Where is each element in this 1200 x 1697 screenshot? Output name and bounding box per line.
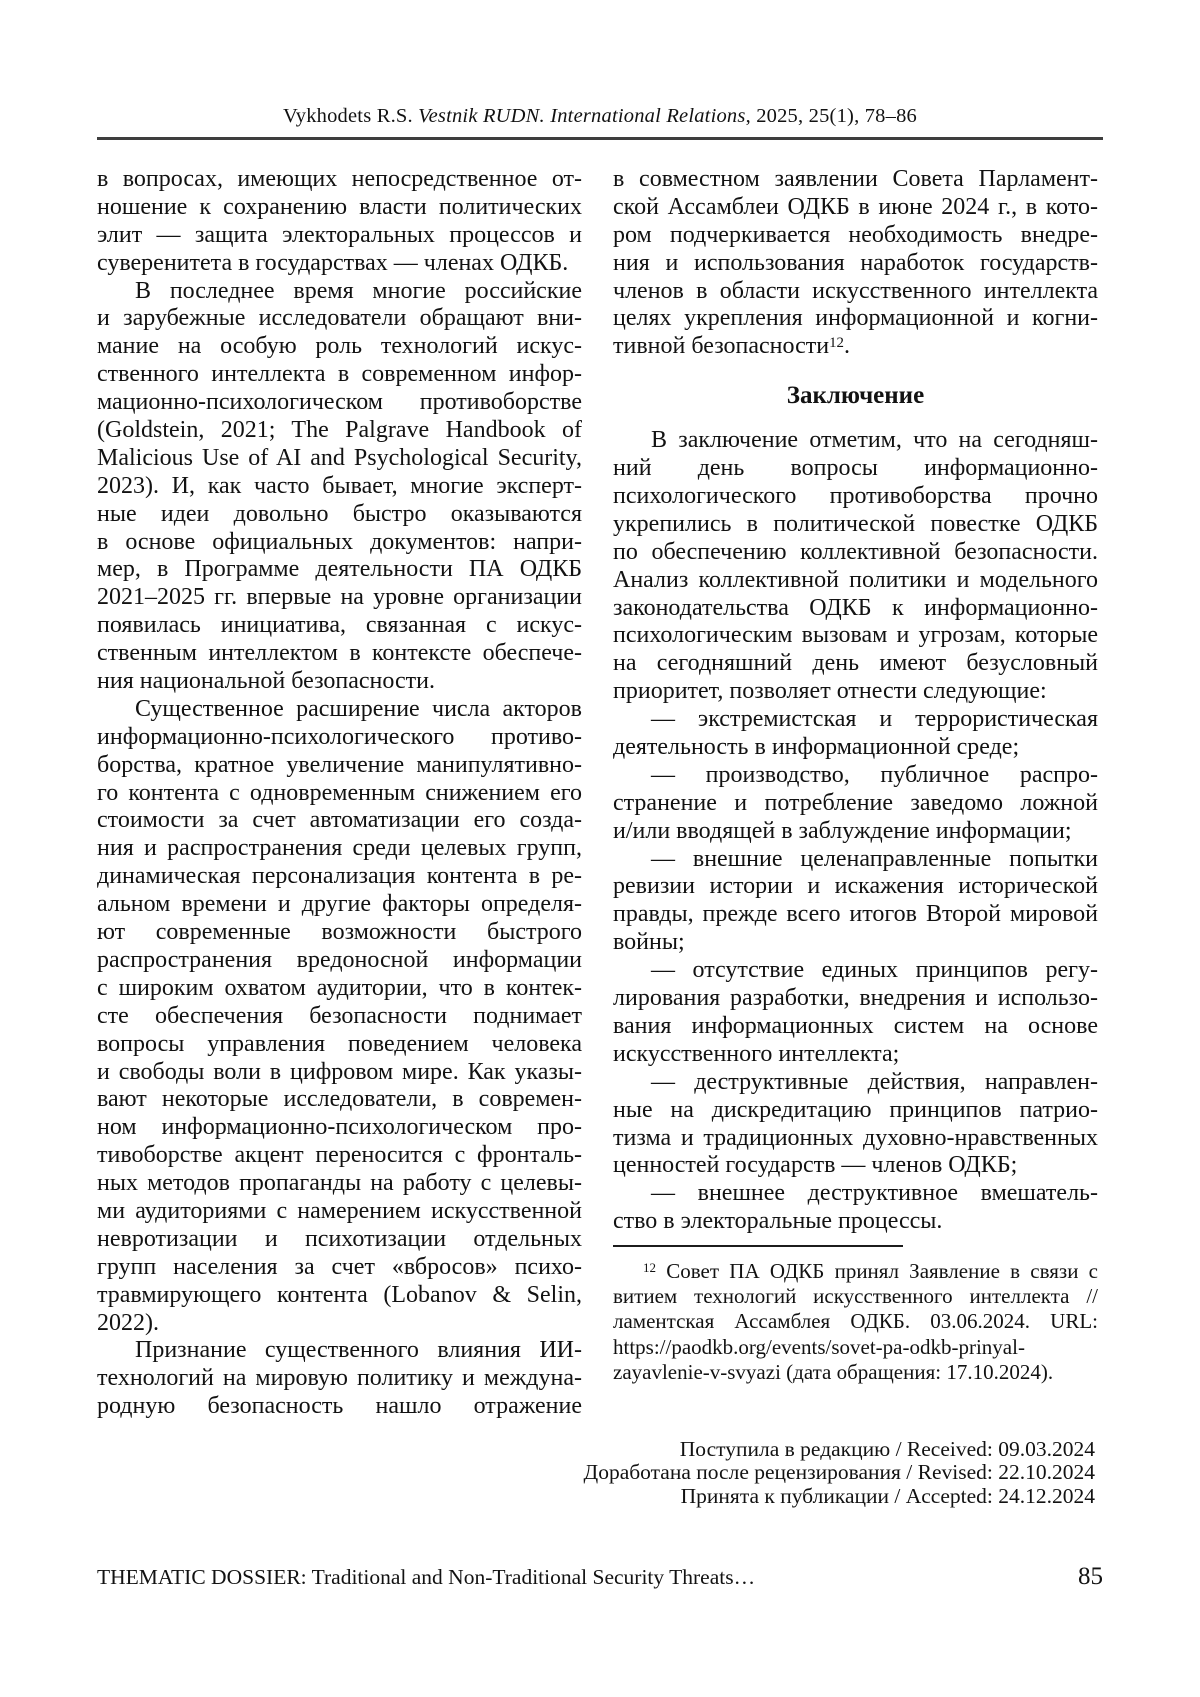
footnote-ref: 12	[829, 334, 844, 351]
text-line	[613, 1097, 1098, 1125]
date-line: Доработана после рецензирования / Revised: 22.10.2024	[583, 1460, 1095, 1485]
line-text: в вопросах, имеющих непосредственное от-	[97, 166, 582, 192]
conclusion-paragraphs	[613, 427, 1098, 1236]
line-text: вания информационных систем на основе	[613, 1012, 1098, 1039]
header-journal-title: Vestnik RUDN. International Relations	[418, 105, 746, 127]
footnote-line	[613, 1335, 1098, 1360]
text-line	[97, 640, 582, 668]
line-text: ми аудиториями с намерением искусственной	[97, 1197, 582, 1224]
text-line	[97, 835, 582, 863]
line-text: мер, в Программе деятельности ПА ОДКБ	[97, 556, 582, 583]
line-text: войны;	[613, 929, 685, 956]
line-text: мационно-психологическом противоборстве	[97, 389, 582, 416]
line-text: технологий на мировую политику и междуна-	[97, 1365, 582, 1392]
text-line	[613, 818, 1098, 846]
line-text: Malicious Use of AI and Psychological Security,	[97, 444, 582, 471]
line-text: членов в области искусственного интеллекта	[613, 277, 1098, 304]
text-line	[613, 194, 1098, 222]
line-text: — экстремистская и террористическая	[651, 706, 1098, 733]
line-text: странение и потребление заведомо ложной	[613, 789, 1098, 816]
line-text: психологическим вызовам и угрозам, которые	[613, 622, 1098, 649]
line-text: стоимости за счет автоматизации его созда-	[97, 807, 582, 834]
text-line	[97, 1282, 582, 1310]
line-text: ство в электоральные процессы.	[613, 1208, 943, 1235]
text-line	[613, 1125, 1098, 1153]
text-line	[613, 1069, 1098, 1097]
text-line	[97, 891, 582, 919]
text-line	[97, 1031, 582, 1059]
line-text: ний день вопросы информационно-	[613, 455, 1098, 482]
line-text: суверенитета в государствах — членах ОДКБ.	[97, 249, 569, 276]
footnote	[613, 1259, 1098, 1385]
line-text: альном времени и другие факторы определя-	[97, 891, 582, 918]
line-text: вают некоторые исследователи, в современ-	[97, 1086, 582, 1113]
text-line	[613, 734, 1098, 762]
text-line	[97, 166, 582, 194]
text-line	[613, 595, 1098, 623]
text-line	[613, 790, 1098, 818]
text-line	[97, 612, 582, 640]
line-text: групп населения за счет «вбросов» психо-	[97, 1253, 582, 1280]
text-line	[613, 706, 1098, 734]
text-line	[97, 529, 582, 557]
line-text: 2021–2025 гг. впервые на уровне организации	[97, 584, 582, 611]
line-text: ном информационно-психологическом про-	[97, 1114, 582, 1141]
line-text: и/или вводящей в заблуждение информации;	[613, 817, 1072, 844]
line-text: Анализ коллективной политики и модельного	[613, 566, 1098, 593]
text-line	[97, 1393, 582, 1421]
text-line	[97, 807, 582, 835]
line-text: ром подчеркивается необходимость внедре-	[613, 221, 1098, 248]
text-line	[97, 445, 582, 473]
line-text: на сегодняшний день имеют безусловный	[613, 650, 1098, 677]
header-rule	[97, 137, 1103, 140]
line-text: (Goldstein, 2021; The Palgrave Handbook of	[97, 417, 582, 444]
line-text: ской Ассамблеи ОДКБ в июне 2024 г., в кото-	[613, 193, 1098, 220]
text-line	[613, 1152, 1098, 1180]
line-text: В заключение отметим, что на сегодняш-	[651, 427, 1098, 454]
text-line	[97, 1310, 582, 1338]
line-text: ревизии истории и искажения исторической	[613, 873, 1098, 900]
line-text: ния и использования наработок государств-	[613, 249, 1098, 276]
line-text: правды, прежде всего итогов Второй мировой	[613, 901, 1098, 928]
text-line	[613, 250, 1098, 278]
text-line	[97, 696, 582, 724]
line-text: — отсутствие единых принципов регу-	[651, 957, 1098, 984]
date-line: Принята к публикации / Accepted: 24.12.2024	[680, 1483, 1095, 1508]
text-line	[97, 389, 582, 417]
line-text: приоритет, позволяет отнести следующие:	[613, 678, 1047, 705]
line-text: ламентская Ассамблея ОДКБ. 03.06.2024. URL:	[613, 1309, 1098, 1334]
line-text: ные на дискредитацию принципов патрио-	[613, 1096, 1098, 1123]
line-text: го контента с одновременным снижением его	[97, 779, 582, 806]
text-line	[97, 863, 582, 891]
line-text: Существенное расширение числа акторов	[135, 695, 582, 722]
text-line	[613, 483, 1098, 511]
text-line	[97, 1114, 582, 1142]
text-line	[97, 1337, 582, 1365]
text-line	[613, 278, 1098, 306]
line-text: ные идеи довольно быстро оказываются	[97, 500, 582, 527]
text-line	[97, 1003, 582, 1031]
text-line	[613, 567, 1098, 595]
line-text: Совет ПА ОДКБ принял Заявление в связи с	[666, 1259, 1098, 1284]
text-line	[97, 333, 582, 361]
line-text: тивоборстве акцент переносится с фронталь-	[97, 1142, 582, 1169]
text-line	[97, 222, 582, 250]
text-line	[613, 873, 1098, 901]
footnote-line	[613, 1259, 1098, 1284]
text-line	[97, 584, 582, 612]
line-text: распространения вредоносной информации	[97, 946, 582, 973]
line-text: мание на особую роль технологий искус-	[97, 333, 582, 360]
text-line	[97, 417, 582, 445]
text-line	[97, 724, 582, 752]
text-line	[97, 1086, 582, 1114]
dates-block	[584, 1438, 1095, 1508]
footer-section-title: THEMATIC DOSSIER: Traditional and Non-Traditional Security Threats…	[97, 1565, 756, 1589]
line-text: тизма и традиционных духовно-нравственных	[613, 1124, 1098, 1151]
line-text: в основе официальных документов: напри-	[97, 528, 582, 555]
line-text: — деструктивные действия, направлен-	[651, 1068, 1098, 1095]
text-line	[613, 305, 1098, 333]
text-line	[97, 668, 582, 696]
text-line	[97, 250, 582, 278]
line-text: ют современные возможности быстрого	[97, 919, 582, 946]
line-text: — внешние целенаправленные попытки	[651, 845, 1098, 872]
line-text: ценностей государств — членов ОДКБ;	[613, 1152, 1018, 1179]
text-line	[613, 539, 1098, 567]
footnote-line	[613, 1360, 1098, 1385]
header-issue-info: , 2025, 25(1), 78–86	[745, 105, 917, 127]
text-line	[613, 846, 1098, 874]
text-line	[97, 556, 582, 584]
right-column	[613, 166, 1098, 1421]
line-text: элит — защита электоральных процессов и	[97, 221, 582, 248]
text-line	[613, 901, 1098, 929]
text-line	[613, 985, 1098, 1013]
running-footer	[97, 1563, 1103, 1591]
line-text: родную безопасность нашло отражение	[97, 1393, 582, 1420]
text-line	[97, 1198, 582, 1226]
section-heading: Заключение	[786, 382, 925, 410]
text-line	[613, 427, 1098, 455]
line-text: ных методов пропаганды на работу с целевы-	[97, 1170, 582, 1197]
text-line	[97, 501, 582, 529]
line-text: по обеспечению коллективной безопасности.	[613, 538, 1098, 565]
line-text: Признание существенного влияния ИИ-	[135, 1337, 582, 1364]
text-line	[97, 947, 582, 975]
text-line	[613, 222, 1098, 250]
text-line	[97, 361, 582, 389]
text-line	[97, 752, 582, 780]
text-line	[613, 929, 1098, 957]
text-line	[613, 650, 1098, 678]
line-text: ношение к сохранению власти политических	[97, 193, 582, 220]
text-line	[613, 166, 1098, 194]
footnote-line	[613, 1284, 1098, 1309]
page-number: 85	[1078, 1563, 1103, 1590]
text-line	[613, 762, 1098, 790]
line-text: законодательства ОДКБ к информационно-	[613, 594, 1098, 621]
date-line: Поступила в редакцию / Received: 09.03.2024	[679, 1437, 1095, 1461]
text-line	[97, 919, 582, 947]
text-line	[97, 194, 582, 222]
text-line	[613, 1180, 1098, 1208]
line-text: укрепились в политической повестке ОДКБ	[613, 510, 1098, 537]
text-line	[97, 305, 582, 333]
line-text: zayavlenie-v-svyazi (дата обращения: 17.10.2024).	[613, 1359, 1054, 1384]
text-line	[97, 1142, 582, 1170]
line-text: ственным интеллектом в контексте обеспече-	[97, 640, 582, 667]
line-text: травмирующего контента (Lobanov & Selin,	[97, 1281, 582, 1308]
footnote-line	[613, 1309, 1098, 1334]
line-text: https://paodkb.org/events/sovet-pa-odkb-prinyal-	[613, 1334, 1025, 1359]
line-text: В последнее время многие российские	[135, 277, 582, 304]
line-text: вопросы управления поведением человека	[97, 1030, 582, 1057]
line-text: искусственного интеллекта;	[613, 1040, 900, 1067]
footnote-separator	[613, 1245, 903, 1247]
line-text: — производство, публичное распро-	[651, 761, 1098, 788]
line-text: тивной безопасности	[613, 333, 830, 360]
text-line	[613, 1041, 1098, 1069]
intro-paragraph	[613, 166, 1098, 361]
text-line	[97, 780, 582, 808]
text-line	[97, 1226, 582, 1254]
text-line	[613, 455, 1098, 483]
line-text: ния национальной безопасности.	[97, 668, 435, 695]
text-line	[613, 678, 1098, 706]
line-text: с широким охватом аудитории, что в контек-	[97, 974, 582, 1001]
text-line	[613, 957, 1098, 985]
text-line	[613, 511, 1098, 539]
text-line	[97, 278, 582, 306]
line-text: информационно-психологического противо-	[97, 723, 582, 750]
line-text: 2022).	[97, 1309, 159, 1336]
header-author: Vykhodets R.S.	[283, 105, 419, 127]
line-text: ния и распространения среди целевых групп,	[97, 835, 582, 862]
line-text: сте обеспечения безопасности поднимает	[97, 1002, 582, 1029]
line-text: в совместном заявлении Совета Парламент-	[613, 166, 1098, 192]
line-text: деятельность в информационной среде;	[613, 734, 1020, 761]
line-text: динамическая персонализация контента в ре-	[97, 863, 582, 890]
text-line	[97, 473, 582, 501]
text-line	[97, 1254, 582, 1282]
text-line	[97, 1365, 582, 1393]
line-text: лирования разработки, внедрения и использо-	[613, 985, 1098, 1012]
line-text: витием технологий искусственного интеллекта //	[613, 1284, 1098, 1309]
line-text: и свободы воли в цифровом мире. Как указы-	[97, 1058, 582, 1085]
text-line	[613, 333, 1098, 361]
line-text: ственного интеллекта в современном инфор-	[97, 361, 582, 388]
text-line	[97, 1059, 582, 1087]
left-column	[97, 166, 582, 1421]
line-tail: .	[843, 333, 850, 360]
line-text: и зарубежные исследователи обращают вни-	[97, 305, 582, 332]
running-header	[97, 104, 1103, 128]
line-text: психологического противоборства прочно	[613, 483, 1098, 510]
text-line	[613, 622, 1098, 650]
line-text: целях укрепления информационной и когни-	[613, 305, 1098, 332]
text-line	[613, 1208, 1098, 1236]
text-columns	[97, 166, 1098, 1421]
footnote-marker: 12	[643, 1260, 657, 1276]
line-text: появилась инициатива, связанная с искус-	[97, 612, 582, 639]
line-text: 2023). И, как часто бывает, многие эксперт-	[97, 472, 582, 499]
line-text: борства, кратное увеличение манипулятивно-	[97, 751, 582, 778]
text-line	[613, 1013, 1098, 1041]
text-line	[97, 975, 582, 1003]
line-text: невротизации и психотизации отдельных	[97, 1225, 582, 1252]
line-text: — внешнее деструктивное вмешатель-	[651, 1180, 1098, 1207]
text-line	[97, 1170, 582, 1198]
